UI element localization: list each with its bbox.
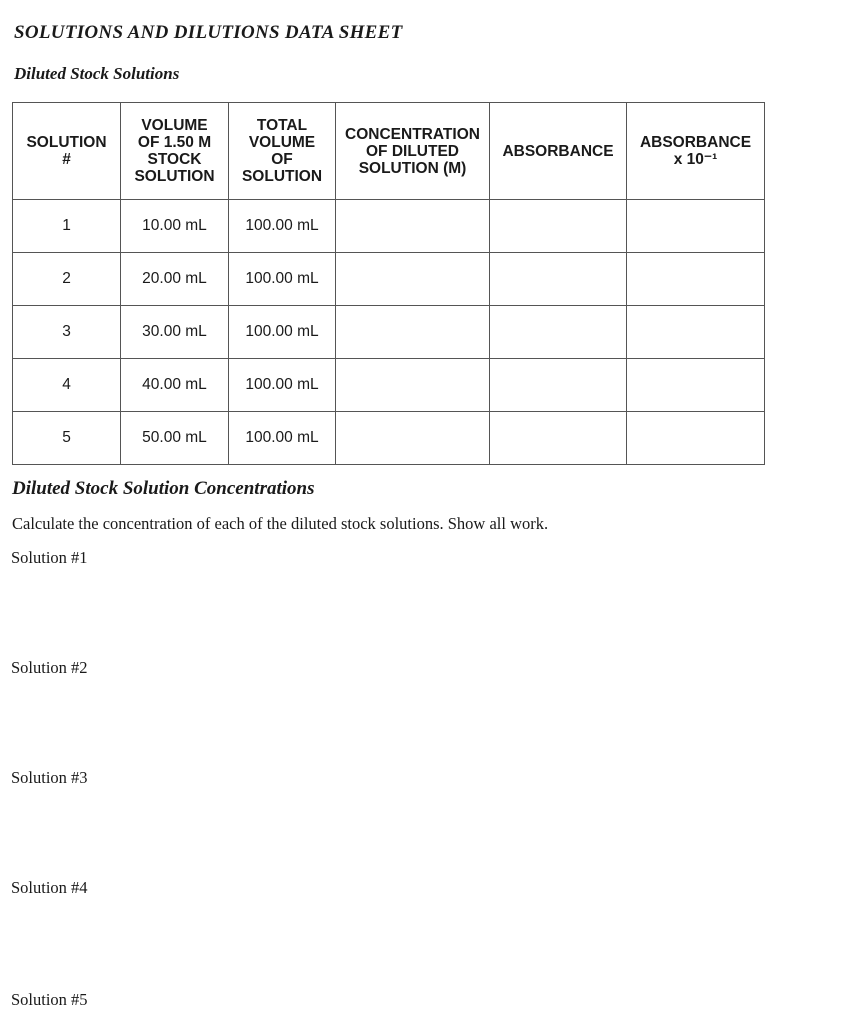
data-table (12, 102, 765, 465)
cell-concentration[interactable] (336, 359, 490, 412)
cell-solution-number: 1 (13, 200, 121, 253)
header-absorbance: ABSORBANCE (490, 103, 627, 200)
table-row (13, 359, 765, 412)
header-concentration: CONCENTRATION OF DILUTED SOLUTION (M) (336, 103, 490, 200)
solution-4-label: Solution #4 (11, 878, 88, 897)
header-solution-number: SOLUTION # (13, 103, 121, 200)
table-row (13, 306, 765, 359)
instructions-text: Calculate the concentration of each of the diluted stock solutions. Show all work. (12, 514, 549, 533)
solution-3-label: Solution #3 (11, 768, 88, 787)
solution-2-label: Solution #2 (11, 658, 88, 677)
cell-solution-number: 4 (13, 359, 121, 412)
cell-absorbance[interactable] (490, 200, 627, 253)
cell-concentration[interactable] (336, 253, 490, 306)
cell-stock-volume: 30.00 mL (121, 306, 229, 359)
page-title: SOLUTIONS AND DILUTIONS DATA SHEET (14, 22, 403, 43)
cell-stock-volume: 10.00 mL (121, 200, 229, 253)
cell-stock-volume: 40.00 mL (121, 359, 229, 412)
header-absorbance-scaled: ABSORBANCE x 10⁻¹ (627, 103, 765, 200)
cell-solution-number: 3 (13, 306, 121, 359)
cell-total-volume: 100.00 mL (229, 253, 336, 306)
section-heading: Diluted Stock Solution Concentrations (12, 478, 315, 499)
cell-absorbance-scaled[interactable] (627, 200, 765, 253)
cell-concentration[interactable] (336, 306, 490, 359)
solution-1-label: Solution #1 (11, 548, 88, 567)
cell-concentration[interactable] (336, 412, 490, 465)
cell-absorbance-scaled[interactable] (627, 306, 765, 359)
table-row (13, 253, 765, 306)
cell-absorbance[interactable] (490, 253, 627, 306)
cell-total-volume: 100.00 mL (229, 359, 336, 412)
cell-total-volume: 100.00 mL (229, 306, 336, 359)
cell-absorbance-scaled[interactable] (627, 412, 765, 465)
cell-solution-number: 2 (13, 253, 121, 306)
cell-absorbance-scaled[interactable] (627, 359, 765, 412)
cell-solution-number: 5 (13, 412, 121, 465)
cell-absorbance[interactable] (490, 359, 627, 412)
cell-absorbance[interactable] (490, 412, 627, 465)
cell-stock-volume: 20.00 mL (121, 253, 229, 306)
header-stock-volume: VOLUME OF 1.50 M STOCK SOLUTION (121, 103, 229, 200)
table-header-row (13, 103, 765, 200)
cell-absorbance[interactable] (490, 306, 627, 359)
header-total-volume: TOTAL VOLUME OF SOLUTION (229, 103, 336, 200)
table-row (13, 412, 765, 465)
cell-total-volume: 100.00 mL (229, 412, 336, 465)
table-subtitle: Diluted Stock Solutions (14, 64, 180, 83)
cell-concentration[interactable] (336, 200, 490, 253)
table-row (13, 200, 765, 253)
cell-total-volume: 100.00 mL (229, 200, 336, 253)
solution-5-label: Solution #5 (11, 990, 88, 1009)
cell-stock-volume: 50.00 mL (121, 412, 229, 465)
cell-absorbance-scaled[interactable] (627, 253, 765, 306)
